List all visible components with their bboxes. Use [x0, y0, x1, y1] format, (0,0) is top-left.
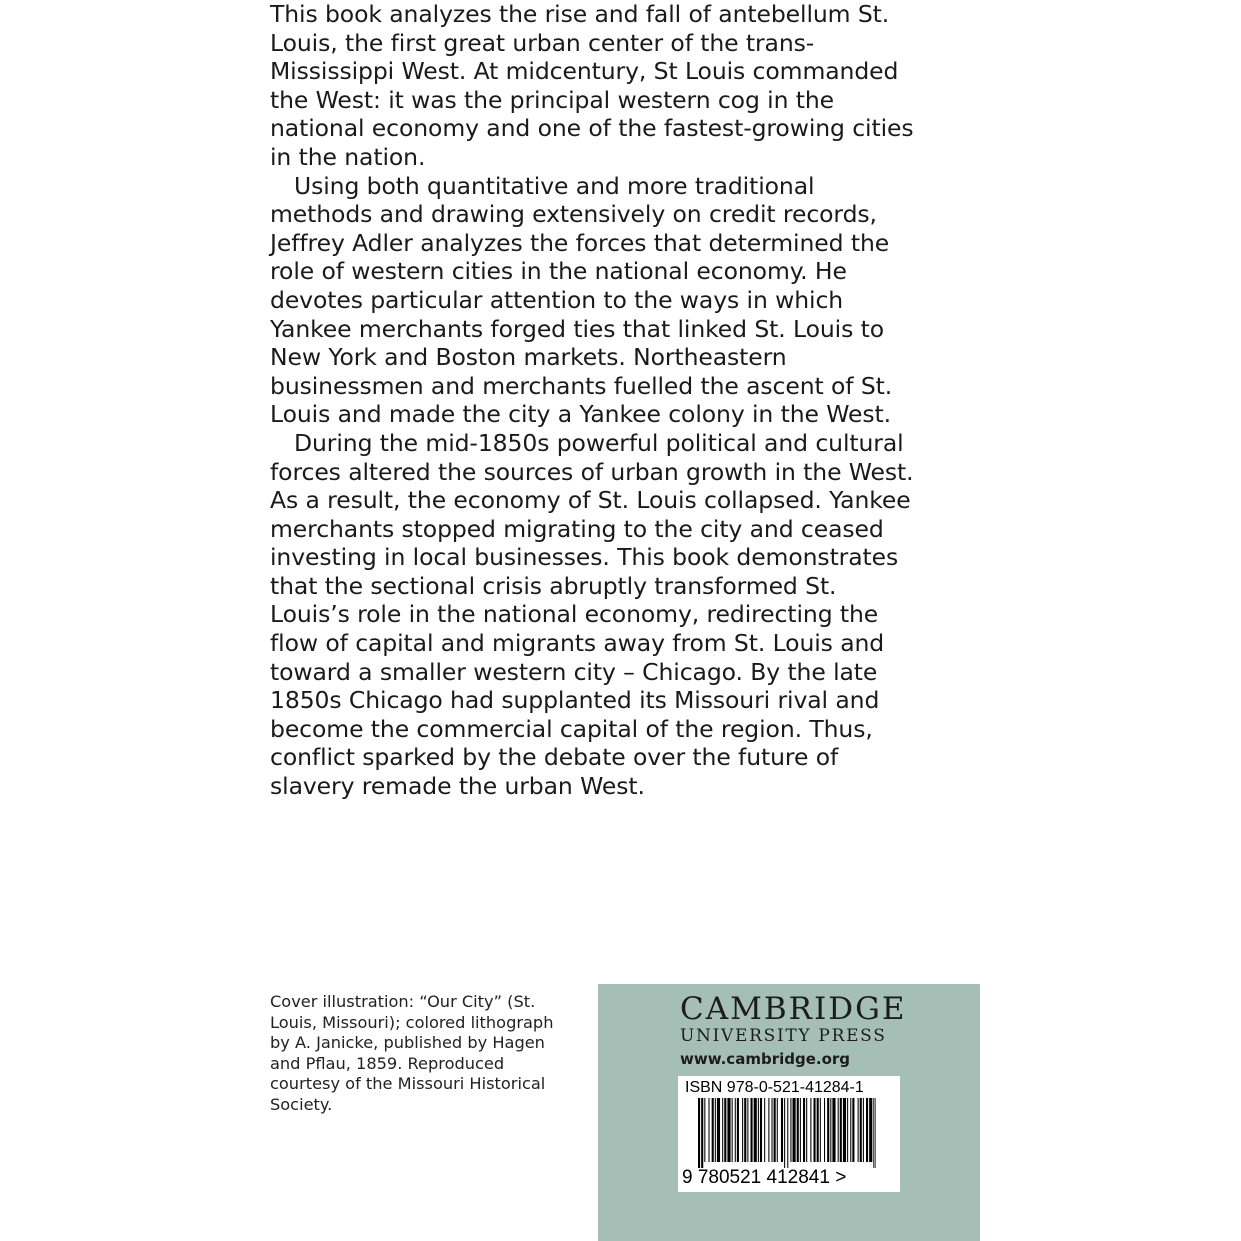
publisher-name: CAMBRIDGE — [680, 991, 907, 1027]
barcode-bars-icon — [698, 1098, 876, 1168]
blurb-paragraph-2: Using both quantitative and more traditional methods and drawing extensively on credit records, Jeffrey Adler analyzes the forces that determined the role of western cities in the national economy. He devotes particular attention to the ways in which Yankee merchants forged ties that linked St. Louis to New York and Boston markets. Northeastern businessmen and merchants fuelled the ascent of St. Louis and made the city a Yankee colony in the West. — [270, 171, 893, 429]
blurb-paragraph-1: This book analyzes the rise and fall of antebellum St. Louis, the first great urban center of the trans-Mississippi West. At midcentury, St Louis commanded the West: it was the principal western cog in the national economy and one of the fastest-growing cities in the nation. — [270, 0, 914, 171]
isbn-label: ISBN 978-0-521-41284-1 — [685, 1079, 864, 1096]
barcode-digits: 9 780521 412841 > — [682, 1167, 847, 1188]
publisher-panel — [598, 984, 980, 1241]
blurb-paragraph-3: During the mid-1850s powerful political and cultural forces altered the sources of urban growth in the West. As a result, the economy of St. Louis collapsed. Yankee merchants stopped migrating to the city and ceased investing in local businesses. This book demonstrates that the sectional crisis abruptly transformed St. Louis’s role in the national economy, redirecting the flow of capital and migrants away from St. Louis and toward a smaller western city – Chicago. By the late 1850s Chicago had supplanted its Missouri rival and become the commercial capital of the region. Thus, conflict sparked by the debate over the future of slavery remade the urban West. — [270, 428, 914, 801]
publisher-subtitle: UNIVERSITY PRESS — [680, 1026, 887, 1046]
back-cover-blurb — [270, 0, 920, 801]
publisher-website: www.cambridge.org — [680, 1050, 851, 1068]
isbn-barcode-box — [678, 1076, 900, 1192]
cover-illustration-credit: Cover illustration: “Our City” (St. Louis, Missouri); colored lithograph by A. Janicke, published by Hagen and Pflau, 1859. Reproduced courtesy of the Missouri Historical Society. — [270, 992, 554, 1114]
